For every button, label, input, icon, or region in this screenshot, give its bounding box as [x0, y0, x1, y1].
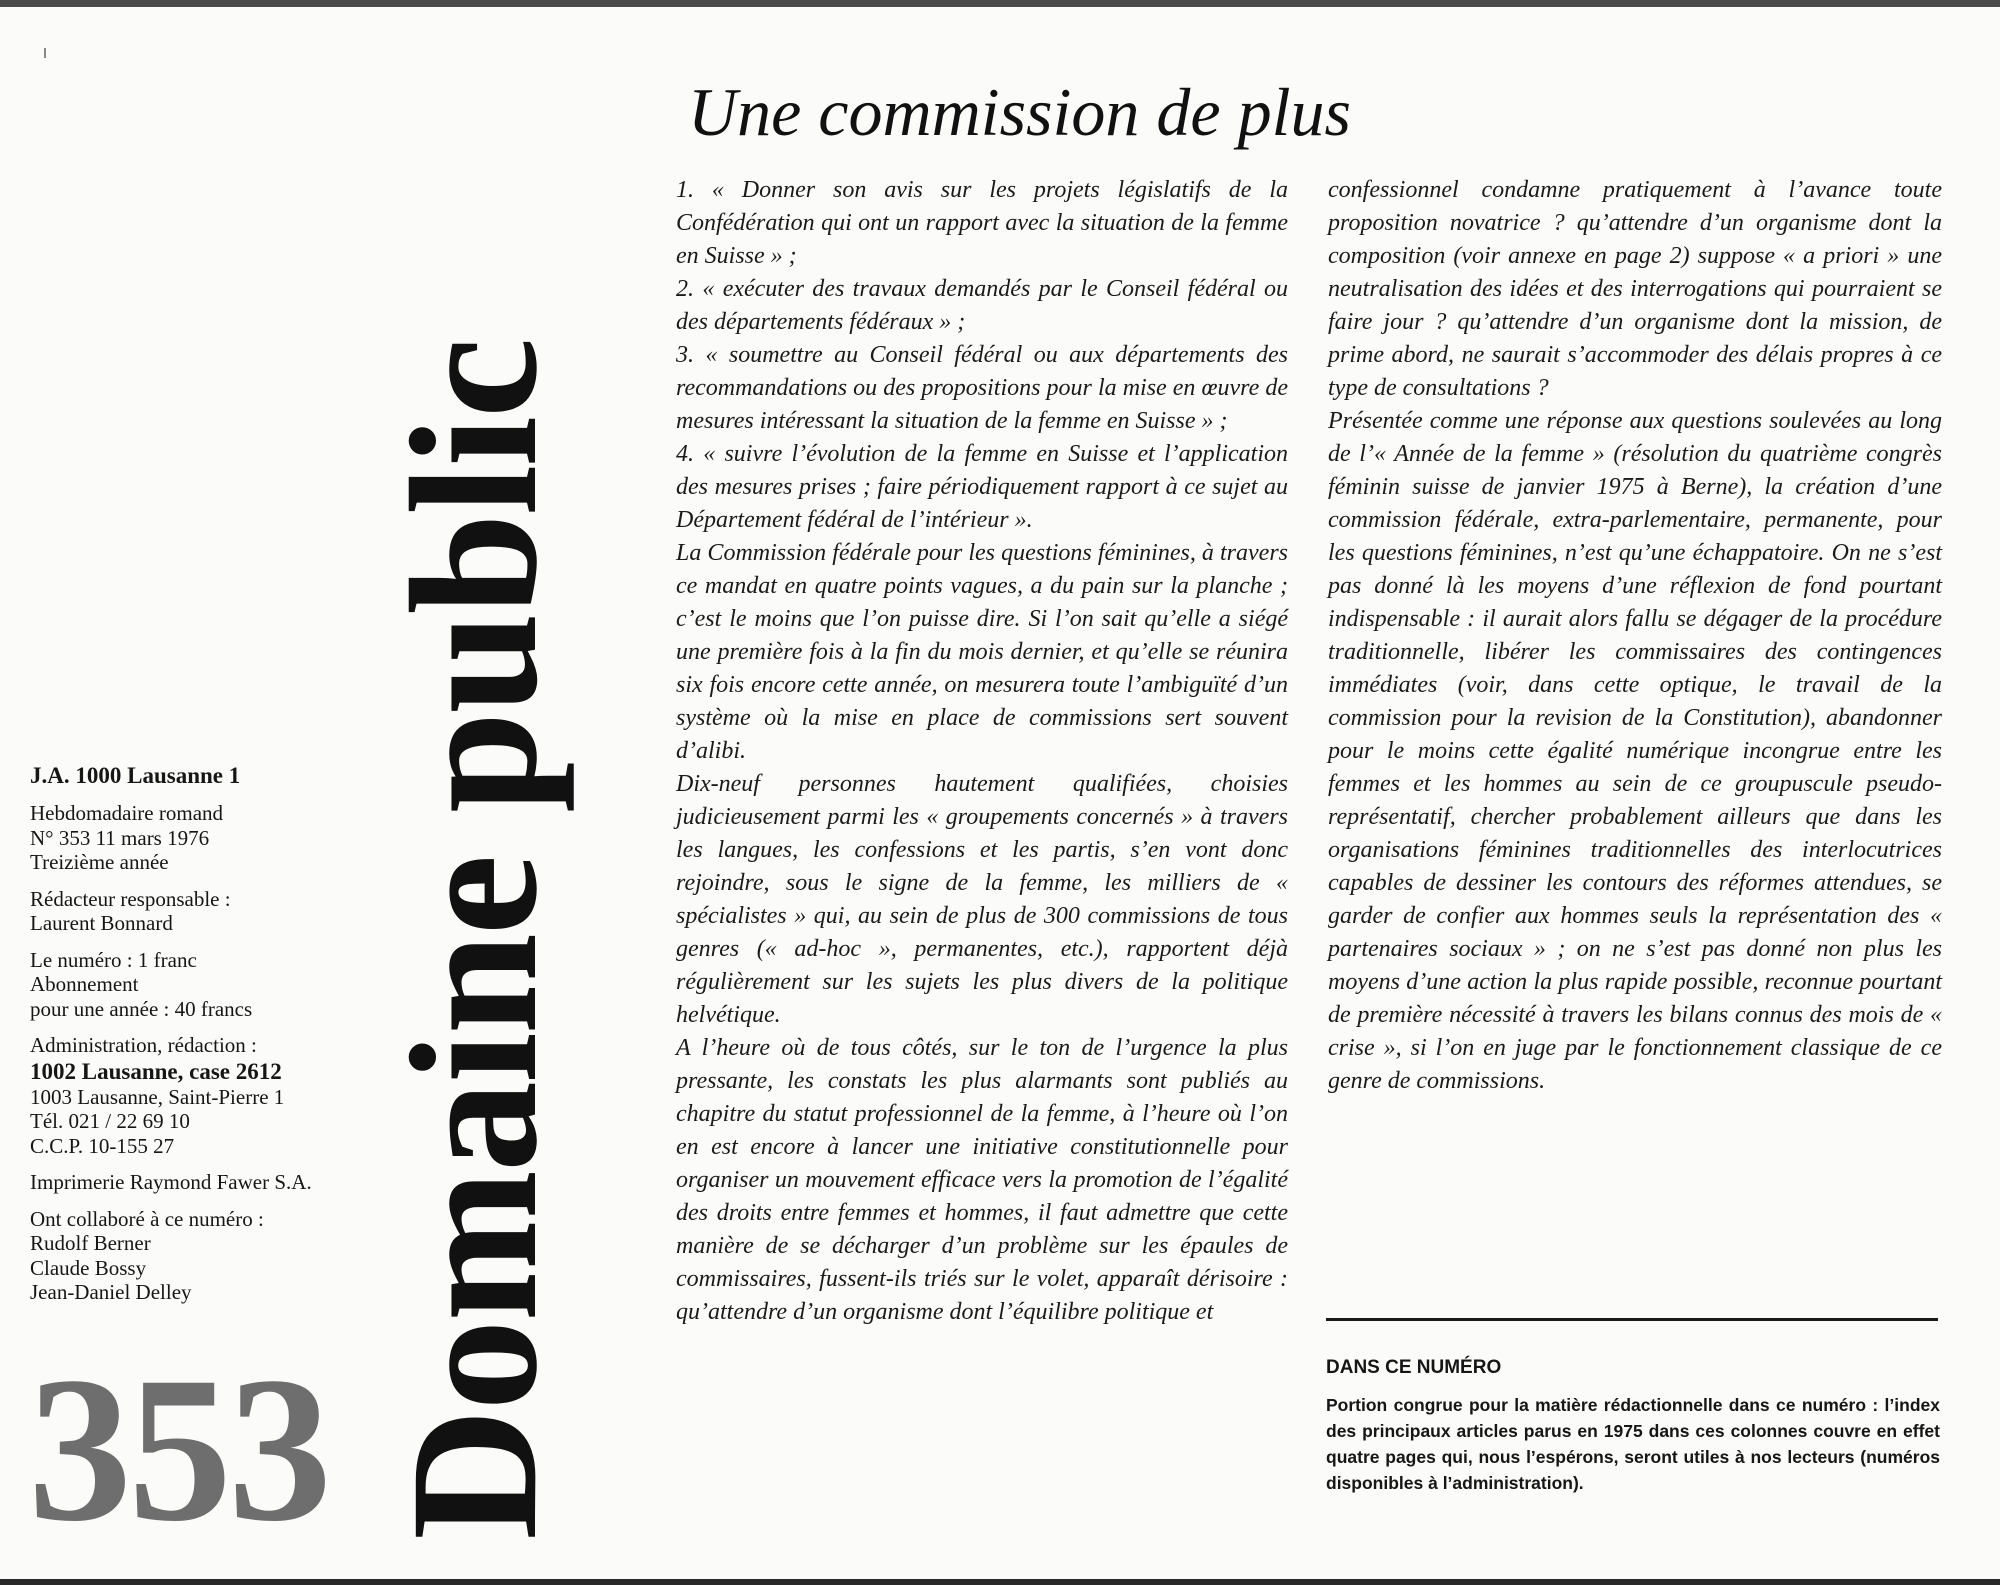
article-column-1 — [676, 174, 1288, 1329]
article-paragraph: 4. « suivre l’évolution de la femme en Suisse et l’application des mesures prises ; faire périodiquement rapport à ce sujet au Département fédéral de l’intérieur ». — [676, 441, 1288, 533]
corner-mark — [44, 48, 46, 58]
section-divider — [1326, 1318, 1938, 1321]
in-this-issue-title: DANS CE NUMÉRO — [1326, 1357, 1502, 1378]
issue-number: 353 — [28, 1334, 328, 1564]
subscription-price: pour une année : 40 francs — [30, 996, 253, 1021]
publication-year: Treizième année — [30, 850, 169, 874]
editor-name: Laurent Bonnard — [30, 911, 173, 935]
price-per-issue: Le numéro : 1 franc — [30, 947, 197, 972]
article-paragraph: 1. « Donner son avis sur les projets législatifs de la Confédération qui ont un rapport avec la situation de la femme en Suisse » ; — [676, 177, 1288, 269]
contributor: Claude Bossy — [30, 1255, 147, 1280]
subscription-label: Abonnement — [30, 972, 139, 996]
bottom-rule — [0, 1579, 2000, 1585]
publication-type: Hebdomadaire romand — [30, 801, 224, 825]
contributor: Jean-Daniel Delley — [30, 1280, 192, 1304]
masthead-title: Domaine public — [374, 339, 575, 1540]
phone-number: Tél. 021 / 22 69 10 — [30, 1109, 190, 1133]
top-rule — [0, 0, 2000, 7]
issue-date: N° 353 11 mars 1976 — [30, 825, 210, 850]
article-paragraph: Présentée comme une réponse aux questions soulevées au long de l’« Année de la femme » (résolution du quatrième congrès féminin suisse de janvier 1975 à Berne), la création d’une commission fédérale, extra-parlementaire, permanente, pour les questions féminines, n’est qu’une échappatoire. On ne s’est pas donné là les moyens d’une réflexion de fond pourtant indispensable : il aurait alors fallu se dégager de la procédure traditionnelle, libérer les commissaires des contingences immédiates (voir, dans cette optique, le travail de la commission pour la revision de la Constitution), abandonner pour le moins cette égalité numérique incongrue entre les femmes et les hommes au sein de ce groupuscule pseudo-représentatif, chercher probablement ailleurs que dans les organisations féminines traditionnelles des interlocutrices capables de dessiner les contours des réformes attendues, se garder de confier aux hommes seuls la représentation des « partenaires sociaux » ; on ne s’est pas donné non plus les moyens d’une action la plus rapide possible, reconnue pourtant de première nécessité à travers les bilans connus des mois de « crise », si l’on en juge par le fonctionnement classique de ce genre de commissions. — [1328, 408, 1942, 1094]
editor-label: Rédacteur responsable : — [30, 886, 231, 911]
postal-account: C.C.P. 10-155 27 — [30, 1133, 175, 1158]
article-column-2 — [1328, 174, 1942, 1098]
article-paragraph: confessionnel condamne pratiquement à l’avance toute proposition novatrice ? qu’attendre d’un organisme dont la composition (voir annexe en page 2) suppose « a priori » une neutralisation des idées et des interrogations qui pourraient se faire jour ? qu’attendre d’un organisme dont la mission, de prime abord, ne saurait s’accommoder des délais propres à ce type de consultations ? — [1328, 177, 1942, 401]
article-paragraph: A l’heure où de tous côtés, sur le ton de l’urgence la plus pressante, les constats les plus alarmants sont publiés au chapitre du statut professionnel de la femme, à l’heure où l’on en est encore à lancer une initiative constitutionnelle pour organiser un mouvement efficace vers la promotion de l’égalité des droits entre femmes et hommes, il faut admettre que cette manière de se décharger d’un problème sur les épaules de commissaires, fussent-ils triés sur le volet, apparaît dérisoire : qu’attendre d’un organisme dont l’équilibre politique et — [676, 1035, 1288, 1325]
admin-address: 1002 Lausanne, case 2612 — [30, 1058, 282, 1084]
article-paragraph: La Commission fédérale pour les questions féminines, à travers ce mandat en quatre points vagues, a du pain sur la planche ; c’est le moins que l’on puisse dire. Si l’on sait qu’elle a siégé une première fois à la fin du mois dernier, et qu’elle se réunira six fois encore cette année, on mesurera toute l’ambiguïté d’un système où la mise en place de commissions sert souvent d’alibi. — [676, 540, 1288, 764]
article-paragraph: 3. « soumettre au Conseil fédéral ou aux départements des recommandations ou des propositions pour la mise en œuvre de mesures intéressant la situation de la femme en Suisse » ; — [676, 342, 1288, 434]
article-paragraph: Dix-neuf personnes hautement qualifiées, choisies judicieusement parmi les « groupements concernés » à travers les langues, les confessions et les partis, s’en vont donc rejoindre, sous le signe de la femme, les milliers de « spécialistes » qui, au sein de plus de 300 commissions de tous genres (« ad-hoc », permanentes, etc.), rapportent déjà régulièrement sur les sujets les plus divers de la politique helvétique. — [676, 771, 1288, 1028]
street-address: 1003 Lausanne, Saint-Pierre 1 — [30, 1084, 285, 1109]
contributor: Rudolf Berner — [30, 1231, 151, 1255]
article-headline: Une commission de plus — [688, 74, 1351, 150]
postal-line: J.A. 1000 Lausanne 1 — [30, 763, 241, 788]
printer: Imprimerie Raymond Fawer S.A. — [30, 1170, 312, 1194]
in-this-issue-text: Portion congrue pour la matière rédactionnelle dans ce numéro : l’index des principaux articles parus en 1975 dans ces colonnes couvre en effet quatre pages qui, nous l’espérons, seront utiles à nos lecteurs (numéros disponibles à l’administration). — [1326, 1395, 1940, 1493]
article-paragraph: 2. « exécuter des travaux demandés par le Conseil fédéral ou des départements fédéraux » ; — [676, 276, 1288, 335]
contributors-label: Ont collaboré à ce numéro : — [30, 1206, 264, 1231]
admin-label: Administration, rédaction : — [30, 1033, 257, 1057]
